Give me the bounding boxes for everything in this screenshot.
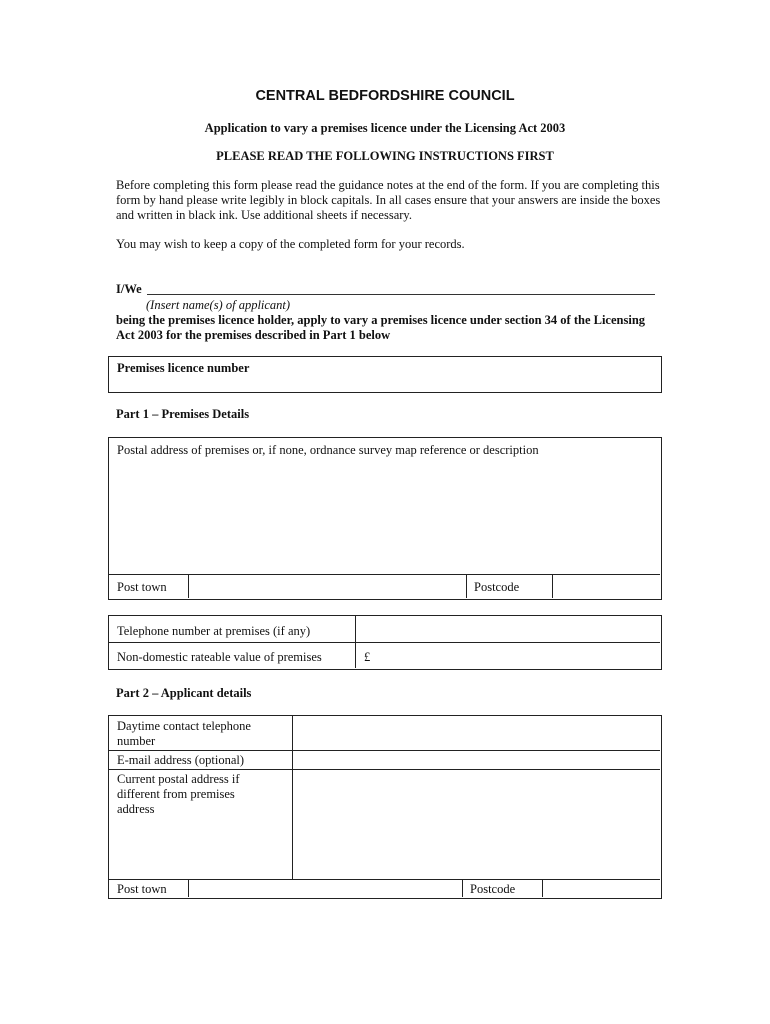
post-town-field[interactable] (189, 880, 461, 897)
post-town-field[interactable] (189, 575, 465, 598)
premises-address-box (108, 437, 662, 600)
rateable-value-field[interactable] (374, 643, 660, 668)
postcode-field[interactable] (553, 575, 660, 598)
rateable-value-label: Non-domestic rateable value of premises (117, 650, 322, 664)
postal-address-label: Current postal address if different from premises address (117, 772, 240, 816)
postcode-label: Postcode (470, 882, 516, 896)
applicant-details-box (108, 715, 662, 899)
premises-address-field[interactable] (109, 462, 660, 574)
post-town-label: Post town (117, 882, 167, 896)
insert-name-hint: (Insert name(s) of applicant) (146, 298, 291, 312)
daytime-phone-field[interactable] (293, 716, 660, 750)
postal-address-field[interactable] (293, 770, 660, 879)
form-title: Application to vary a premises licence under the Licensing Act 2003 (204, 121, 566, 135)
part2-heading: Part 2 – Applicant details (116, 686, 252, 700)
council-title: CENTRAL BEDFORDSHIRE COUNCIL (255, 88, 515, 104)
divider (466, 574, 467, 598)
premises-contact-box (108, 615, 662, 670)
daytime-phone-label: Daytime contact telephone number (117, 719, 251, 748)
email-field[interactable] (293, 751, 660, 769)
licence-number-label: Premises licence number (117, 361, 250, 375)
instructions-paragraph: Before completing this form please read the guidance notes at the end of the form. If you are completing this form by hand please write legibly in block capitals. In all cases ensure that your answers are inside the boxes and written in black ink. Use additional sheets if necessary. (116, 178, 661, 222)
divider (462, 879, 463, 897)
email-label: E-mail address (optional) (117, 753, 245, 767)
telephone-field[interactable] (356, 616, 660, 642)
iwe-label: I/We (116, 282, 142, 296)
currency-symbol: £ (364, 650, 371, 664)
post-town-label: Post town (117, 580, 167, 594)
applicant-name-line[interactable] (147, 294, 655, 295)
licence-number-box[interactable] (108, 356, 662, 393)
licence-holder-statement: being the premises licence holder, apply to vary a premises licence under section 34 of the Licensing Act 2003 for the premises described in Part 1 below (116, 313, 646, 342)
telephone-label: Telephone number at premises (if any) (117, 624, 311, 638)
instructions-heading: PLEASE READ THE FOLLOWING INSTRUCTIONS FIRST (216, 149, 554, 163)
postcode-label: Postcode (474, 580, 520, 594)
postcode-field[interactable] (543, 880, 660, 897)
records-note: You may wish to keep a copy of the completed form for your records. (116, 237, 465, 251)
part1-heading: Part 1 – Premises Details (116, 407, 250, 421)
premises-address-label: Postal address of premises or, if none, ordnance survey map reference or description (117, 443, 539, 457)
